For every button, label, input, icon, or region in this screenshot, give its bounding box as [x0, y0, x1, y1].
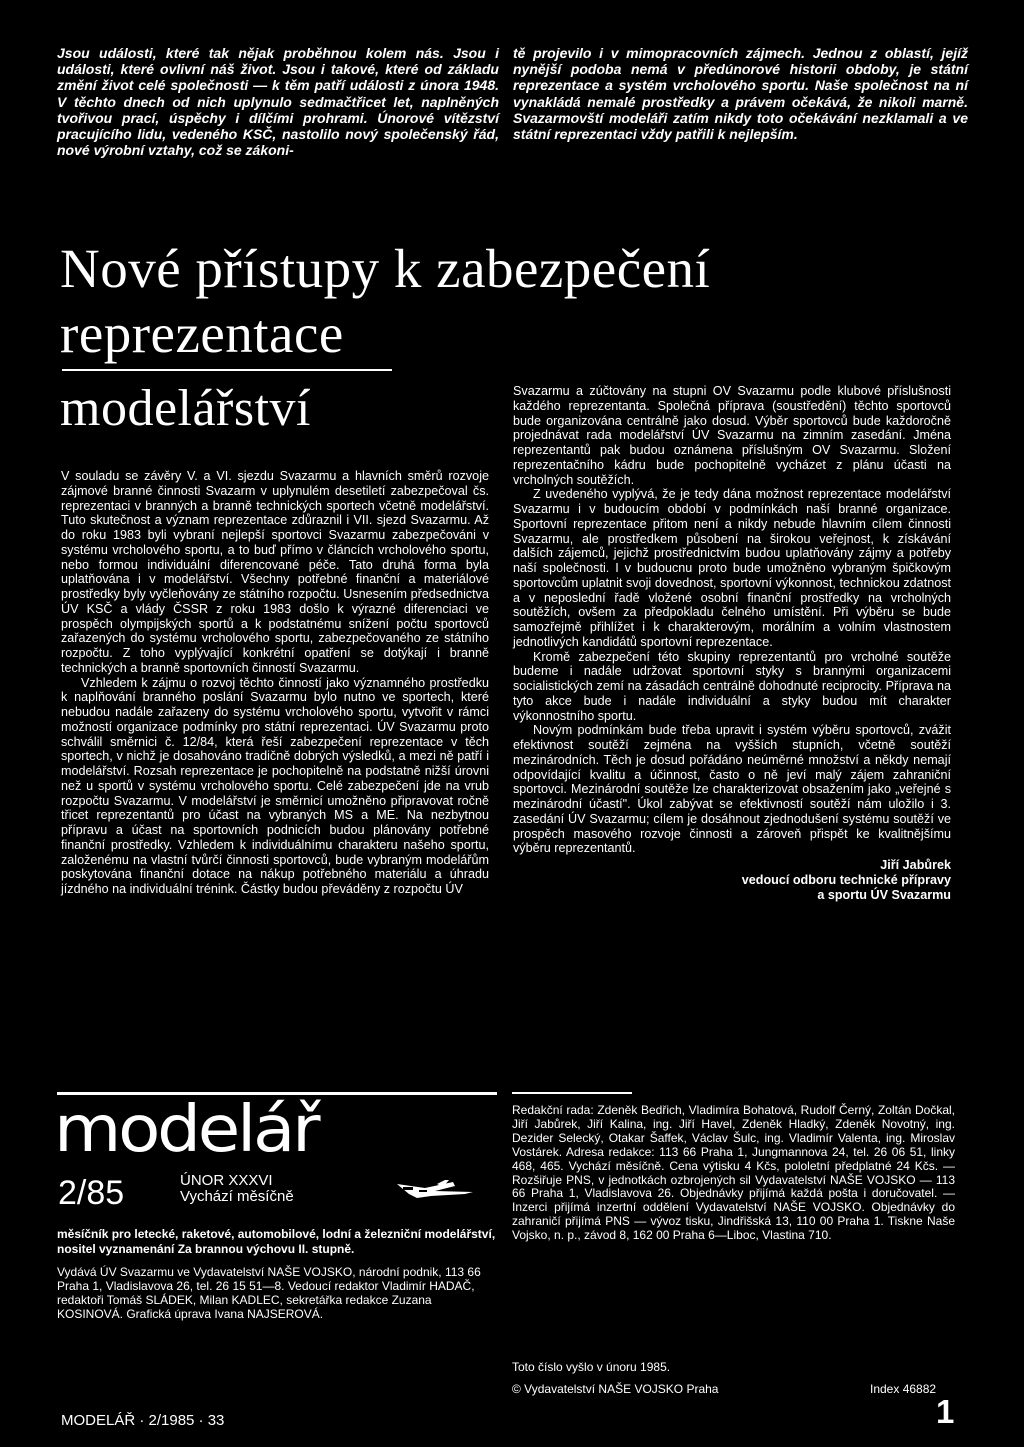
- magazine-description: měsíčník pro letecké, raketové, automobilové, lodní a železniční modelářství, nositel vyznamenání Za brannou výchovu II. stupně.: [57, 1227, 496, 1256]
- article-paragraph: V souladu se závěry V. a VI. sjezdu Svazarmu a hlavních směrů rozvoje zájmové branné činnosti Svazarm v uplynulém desetiletí zabezpečoval čs. reprezentaci v branných a branně technických sportech včetně modelářství. Tuto skutečnost a význam reprezentace zdůraznil i VII. sjezd Svazarmu. Až do roku 1983 byli vybraní nejlepší sportovci Svazarmu zabezpečováni v systému vrcholového sportu, a to buď přímo v článcích vrcholového sportu, nebo formou individuální diferencované péče. Tato druhá forma byla uplatňována i v modelářství. Všechny potřebné finanční a materiálové prostředky byly vyčleňovány ze státního rozpočtu. Usnesením předsednictva ÚV KSČ a vlády ČSSR z roku 1983 došlo k výrazné diferenciaci ve prospěch olympijských sportů a k podstatnému snížení počtu sportovců zařazených do systému vrcholového sportu, zabezpečovaného ze státního rozpočtu. Z toho vyplývající konkrétní opatření se dotýkají i branně technických a branně sportovních činností Svazarmu.: [61, 469, 489, 675]
- page-number: 1: [936, 1393, 955, 1430]
- masthead-rule-right: [512, 1092, 632, 1094]
- index-number: Index 46882: [870, 1382, 937, 1396]
- masthead-logo: modelář: [54, 1093, 318, 1167]
- article-paragraph: Vzhledem k zájmu o rozvoj těchto činností jako významného prostředku k naplňování branného poslání Svazarmu bylo nutno ve sportech, které nebudou nadále zařazeny do systému vrcholového sportu, vytvořit v rámci možností organizace podmínky pro státní reprezentaci. ÚV Svazarmu proto schválil směrnici č. 12/84, která řeší zabezpečení reprezentace v těch sportech, v nichž je dosahováno tradičně dobrých výsledků, a mezi ně patří i modelářství. Rozsah reprezentace je pochopitelně na podstatně nižší úrovni než u sportů v systému vrcholového sportu. Celé zabezpečení jde na vrub rozpočtu Svazarmu. V modelářství je směrnicí umožněno připravovat ročně třicet reprezentantů pro účast na vybraných MS a ME. Na nezbytnou přípravu a účast na sportovních podnicích budou plánovány potřebné finanční prostředky. Vzhledem k individuálnímu charakteru našeho sportu, založenému na vlastní tvůrčí činnosti sportovců, bude vybraným modelářům poskytována finanční dotace na nákup potřebného materiálu a úhradu jízdného na individuální trénink. Částky budou převáděny z rozpočtu ÚV: [61, 675, 489, 896]
- signature-role: vedoucí odboru technické přípravy: [741, 873, 951, 887]
- print-date: Toto číslo vyšlo v únoru 1985.: [512, 1360, 671, 1374]
- issue-month: ÚNOR XXXVI: [180, 1172, 273, 1189]
- headline-rule: [62, 369, 392, 371]
- signature-name: Jiří Jabůrek: [880, 858, 951, 872]
- headline-line-3: modelářství: [60, 380, 312, 437]
- intro-left-text: Jsou události, které tak nějak proběhnou kolem nás. Jsou i události, které ovlivní náš život. Jsou i takové, které od základu změní život celé společnosti — k těm patří události z února 1948. V těchto dnech od nich uplynulo sedmačtřicet let, naplněných tvořivou prací, úspěchy i dílčími prohrami. Únorové vítězství pracujícího lidu, vedeného KSČ, nastolilo nový společenský řád, nové výrobní vztahy, což se zákoni-: [57, 45, 499, 159]
- copyright: © Vydavatelství NAŠE VOJSKO Praha: [512, 1382, 719, 1396]
- intro-right-text: tě projevilo i v mimopracovních zájmech. Jednou z oblastí, jejíž nynější podoba nemá v předúnorové historii obdoby, je státní reprezentace a systém vrcholového sportu. Naše společnost na ní vynakládá nemalé prostředky a právem očekává, že nikoli marně. Svazarmovští modeláři zatím nikdy toto očekávání nezklamali a ve státní reprezentaci vždy patřili k nejlepším.: [513, 45, 968, 143]
- intro-right: [513, 45, 968, 142]
- article-paragraph: Svazarmu a zúčtovány na stupni OV Svazarmu podle klubové příslušnosti každého reprezentanta. Společná příprava (soustředění) těchto sportovců bude organizována centrálně jako dosud. Výběr sportovců bude každoročně projednávat rada modelářství ÚV Svazarmu na zimním zasedání. Jména reprezentantů pak budou oznámena příslušným OV Svazarmu. Složení reprezentačního kádru bude pochopitelně vycházet z plánu účasti na vrcholných soutěžích.: [513, 384, 951, 487]
- issue-number: 2/85: [58, 1174, 125, 1212]
- running-footer: MODELÁŘ · 2/1985 · 33: [61, 1412, 225, 1429]
- issue-frequency: Vychází měsíčně: [180, 1188, 294, 1205]
- article-paragraph: Novým podmínkám bude třeba upravit i systém výběru sportovců, zvážit efektivnost soutěží zejména na vyšších stupních, včetně soutěží mezinárodních. Těch je dosud pořádáno neúměrné množství a někdy nemají odpovídající kvalitu a účinnost, často o ně jeví malý zájem zahraniční sportovci. Mezinárodní soutěže lze charakterizovat obsažením jako „veřejné s mezinárodní účastí". Úkol zabývat se efektivností soutěží nám uložilo i 3. zasedání ÚV Svazarmu; cílem je dosáhnout zjednodušení systému soutěží ve prospěch masového rozvoje činnosti a zároveň přispět ke kvalitnějšímu výběru reprezentantů.: [513, 723, 951, 856]
- publisher-info: Vydává ÚV Svazarmu ve Vydavatelství NAŠE VOJSKO, národní podnik, 113 66 Praha 1, Vladislavova 26, tel. 26 15 51—8. Vedoucí redaktor Vladimír HADAČ, redaktoři Tomáš SLÁDEK, Milan KADLEC, sekretářka redakce Zuzana KOSINOVÁ. Grafická úprava Ivana NAJSEROVÁ.: [57, 1265, 481, 1321]
- headline-line-1: Nové přístupy k zabezpečení: [60, 238, 711, 299]
- intro-left: [57, 45, 499, 158]
- article-paragraph: Z uvedeného vyplývá, že je tedy dána možnost reprezentace modelářství Svazarmu i v budoucím období v podmínkách naší branné organizace. Sportovní reprezentace přitom není a nikdy nebude hlavním cílem činnosti Svazarmu, ale prostředkem působení na širokou veřejnost, k získávání dalších zájemců, jejichž prostřednictvím budou uplatňovány zájmy a potřeby naší společnosti. I v budoucnu proto bude umožněno vybraným špičkovým sportovcům uplatnit svoji dovednost, sportovní výkonnost, technickou zdatnost a v neposlední řadě vložené osobní finanční prostředky na vrcholných soutěžích, ovšem za předpokladu čelného umístění. Při výběru se bude samozřejmě přihlížet i k charakterovým, morálním a volním vlastnostem jednotlivých kandidátů sportovní reprezentace.: [513, 487, 951, 649]
- signature: [513, 858, 951, 903]
- article-paragraph: Kromě zabezpečení této skupiny reprezentantů pro vrcholné soutěže budeme i nadále udržovat sportovní styky s brannými organizacemi socialistických zemí na zásadách centrálně dohodnuté reciprocity. Příprava na tyto akce bude i nadále individuální a styky budou mít charakter výkonnostního sportu.: [513, 649, 951, 723]
- aircraft-logo-icon: [395, 1178, 475, 1200]
- editorial-board: Redakční rada: Zdeněk Bedřich, Vladimíra Bohatová, Rudolf Černý, Zoltán Dočkal, Jiří Jabůrek, Jiří Kalina, ing. Jiří Havel, Zdeněk Hladký, Zdeněk Novotný, ing. Dezider Selecký, Otakar Šaffek, Václav Šulc, ing. Vladimír Valenta, ing. Miroslav Vostárek. Adresa redakce: 113 66 Praha 1, Jungmannova 24, tel. 26 06 51, linky 468, 465. Vychází měsíčně. Cena výtisku 4 Kčs, pololetní předplatné 24 Kčs. — Rozšiřuje PNS, v jednotkách ozbrojených sil Vydavatelství NAŠE VOJSKO — 113 66 Praha 1, Vladislavova 26. Objednávky přijímá každá pošta i doručovatel. — Inzerci přijímá inzertní oddělení Vydavatelství NAŠE VOJSKO. Objednávky do zahraničí přijímá PNS — vývoz tisku, Jindřišská 13, 110 00 Praha 1. Tiskne Naše Vojsko, n. p., závod 8, 162 00 Praha 6—Liboc, Vlastina 710.: [512, 1103, 955, 1243]
- article-column-right: [513, 384, 951, 903]
- signature-org: a sportu ÚV Svazarmu: [817, 888, 951, 902]
- headline-line-2: reprezentace: [60, 303, 344, 364]
- article-column-left: [61, 469, 489, 897]
